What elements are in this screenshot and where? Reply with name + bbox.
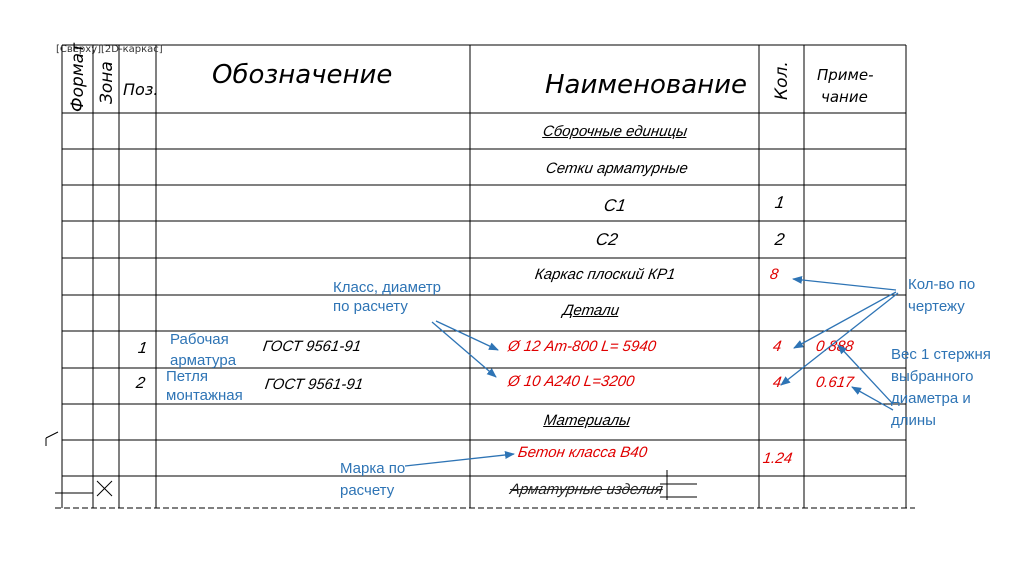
row2-qty: 4 bbox=[771, 374, 783, 391]
c1-name: С1 bbox=[602, 196, 628, 215]
annotation-concrete-grade: Марка по расчету bbox=[340, 460, 406, 499]
materials-heading: Материалы bbox=[542, 412, 632, 429]
arrow-class-to-row2 bbox=[432, 322, 496, 377]
annotation-working-rebar: Рабочая арматура bbox=[170, 331, 237, 369]
assembly-units: Сборочные единицы bbox=[541, 123, 689, 140]
row1-qty: 4 bbox=[771, 338, 783, 355]
row2-pos: 2 bbox=[134, 375, 147, 392]
header-qty: Кол. bbox=[772, 61, 792, 100]
annotation-bar-weight: Вес 1 стержня выбранного диаметра и длины bbox=[891, 346, 991, 429]
arrow-class-to-row1 bbox=[436, 321, 498, 350]
c2-qty: 2 bbox=[773, 230, 786, 249]
c2-name: С2 bbox=[594, 230, 620, 249]
header-note-line2: чание bbox=[821, 88, 868, 106]
row2-note: 0.617 bbox=[814, 374, 855, 391]
row1-name: Ø 12 Ат-800 L= 5940 bbox=[506, 338, 658, 355]
viewport-label[interactable]: [Сверху][2D-каркас] bbox=[56, 44, 163, 55]
annotation-mounting-loop: Петля монтажная bbox=[166, 368, 243, 404]
row2-designation: ГОСТ 9561-91 bbox=[263, 376, 365, 393]
header-name: Наименование bbox=[545, 70, 748, 100]
mesh-title: Сетки арматурные bbox=[544, 160, 690, 177]
arrow-weight-to-row2 bbox=[852, 387, 893, 410]
frame-qty: 8 bbox=[768, 266, 780, 283]
header-note-line1: Приме- bbox=[817, 66, 874, 84]
header-designation: Обозначение bbox=[212, 60, 393, 90]
details-heading: Детали bbox=[561, 302, 621, 319]
arrow-qty-to-frame bbox=[793, 279, 896, 290]
concrete-grade: Бетон класса В40 bbox=[516, 444, 649, 461]
rebar-products: Арматурные изделия bbox=[508, 481, 664, 498]
concrete-qty: 1.24 bbox=[761, 450, 794, 467]
header-zone: Зона bbox=[97, 61, 117, 104]
c1-qty: 1 bbox=[773, 193, 786, 212]
annotation-qty-by-drawing: Кол-во по чертежу bbox=[908, 276, 976, 315]
arrow-qty-to-row1 bbox=[794, 292, 896, 348]
row2-name: Ø 10 А240 L=3200 bbox=[506, 373, 636, 390]
row1-pos: 1 bbox=[136, 340, 149, 357]
frame-name: Каркас плоский КР1 bbox=[533, 266, 677, 283]
arrow-qty-to-row2 bbox=[781, 293, 898, 385]
annotation-class-diameter: Класс, диаметр по расчету bbox=[333, 279, 442, 315]
arrow-grade-to-concrete bbox=[405, 454, 514, 466]
header-pos: Поз. bbox=[123, 80, 159, 99]
header-format: Формат bbox=[68, 43, 88, 112]
row1-designation: ГОСТ 9561-91 bbox=[261, 338, 363, 355]
row1-note: 0.888 bbox=[814, 338, 855, 355]
